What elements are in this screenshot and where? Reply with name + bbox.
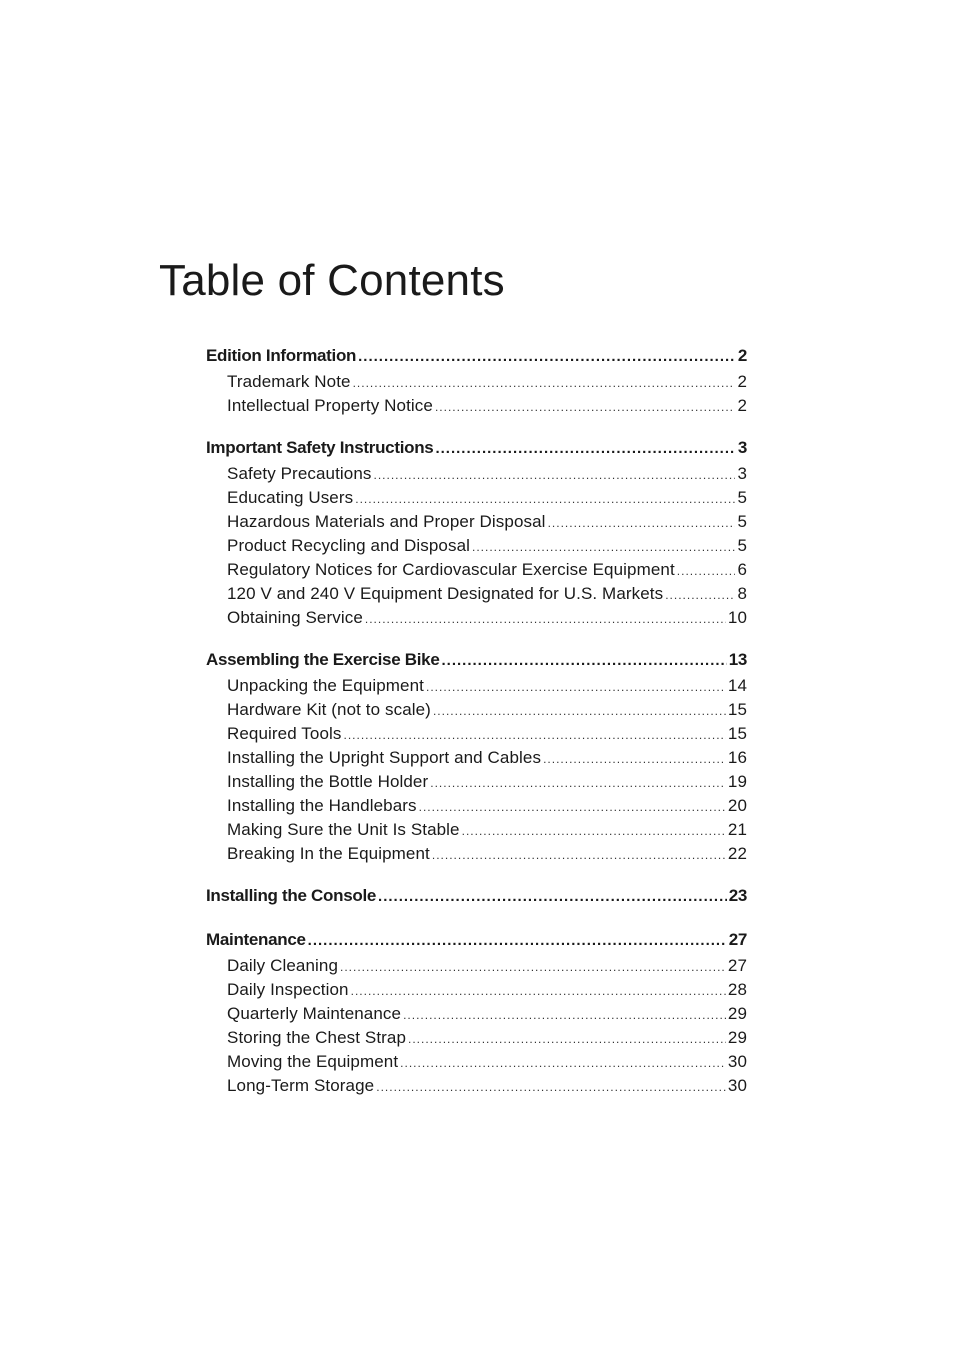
toc-sub-label: Safety Precautions [227,464,372,483]
toc-main-label: Important Safety Instructions [206,438,434,457]
toc-sub-label: Installing the Handlebars [227,796,417,815]
toc-sub-entry[interactable] [206,820,747,844]
toc-sub-entry[interactable] [206,372,747,396]
dot-leader [543,752,726,766]
toc-sub-entry[interactable] [206,1052,747,1076]
page-title: Table of Contents [159,256,505,305]
toc-sub-label: Installing the Bottle Holder [227,772,429,791]
dot-leader [435,440,735,457]
toc-main-label: Maintenance [206,930,306,949]
dot-leader [374,468,736,482]
toc-page-number: 20 [727,796,747,815]
dot-leader [400,1056,726,1070]
toc-sub-entry[interactable] [206,980,747,1004]
dot-leader [378,888,727,905]
toc-main-label: Assembling the Exercise Bike [206,650,440,669]
dot-leader [344,728,726,742]
toc-page-number: 29 [727,1004,747,1023]
toc-sub-label: Quarterly Maintenance [227,1004,402,1023]
dot-leader [665,588,735,602]
toc-page-number: 5 [737,488,747,507]
toc-sub-entry[interactable] [206,464,747,488]
toc-sub-label: Daily Cleaning [227,956,339,975]
dot-leader [376,1080,726,1094]
toc-sub-entry[interactable] [206,584,747,608]
dot-leader [308,932,727,949]
toc-sub-label: Hazardous Materials and Proper Disposal [227,512,546,531]
toc-sub-label: Moving the Equipment [227,1052,399,1071]
toc-page-number: 3 [737,464,747,483]
toc-page-number: 19 [727,772,747,791]
dot-leader [442,652,727,669]
toc-main-entry[interactable] [206,346,747,372]
toc-section-assembling-the-exercise-bike [206,650,747,868]
toc-sub-entry[interactable] [206,608,747,632]
dot-leader [435,400,735,414]
toc-sub-label: Intellectual Property Notice [227,396,433,415]
toc-sub-label: Long-Term Storage [227,1076,375,1095]
toc-sub-entry[interactable] [206,536,747,560]
toc-page-number: 22 [727,844,747,863]
dot-leader [351,984,726,998]
toc-sub-entry[interactable] [206,844,747,868]
toc-section-installing-the-console [206,886,747,912]
toc-page-number: 23 [728,886,747,905]
toc-page-number: 13 [728,650,747,669]
toc-sub-entry[interactable] [206,1028,747,1052]
toc-page-number: 6 [737,560,747,579]
dot-leader [358,348,736,365]
toc-sub-entry[interactable] [206,560,747,584]
dot-leader [433,704,726,718]
toc-page-number: 8 [737,584,747,603]
toc-sub-label: Installing the Upright Support and Cables [227,748,542,767]
toc-sub-entry[interactable] [206,488,747,512]
toc-page-number: 14 [727,676,747,695]
toc-page-number: 3 [737,438,747,457]
dot-leader [419,800,726,814]
dot-leader [426,680,726,694]
dot-leader [432,848,726,862]
toc-section-important-safety-instructions [206,438,747,632]
toc-sub-label: Obtaining Service [227,608,363,627]
dot-leader [548,516,736,530]
toc-sub-label: Making Sure the Unit Is Stable [227,820,460,839]
toc-sub-label: Regulatory Notices for Cardiovascular Exercise Equipment [227,560,675,579]
table-of-contents [206,346,747,1118]
toc-sub-label: Hardware Kit (not to scale) [227,700,431,719]
toc-sub-entry[interactable] [206,796,747,820]
toc-sub-entry[interactable] [206,1004,747,1028]
toc-sub-label: Trademark Note [227,372,351,391]
toc-sub-label: Unpacking the Equipment [227,676,424,695]
toc-sub-label: Storing the Chest Strap [227,1028,407,1047]
toc-page-number: 2 [737,372,747,391]
dot-leader [403,1008,726,1022]
toc-page-number: 2 [737,346,747,365]
dot-leader [353,376,736,390]
toc-page-number: 10 [727,608,747,627]
toc-main-entry[interactable] [206,886,747,912]
toc-page-number: 2 [737,396,747,415]
toc-sub-label: Required Tools [227,724,342,743]
toc-sub-entry[interactable] [206,956,747,980]
dot-leader [462,824,726,838]
toc-page-number: 27 [727,956,747,975]
toc-page-number: 15 [727,724,747,743]
toc-page-number: 27 [728,930,747,949]
toc-sub-entry[interactable] [206,700,747,724]
toc-page-number: 28 [727,980,747,999]
dot-leader [355,492,735,506]
toc-sub-entry[interactable] [206,676,747,700]
dot-leader [472,540,735,554]
toc-page-number: 15 [727,700,747,719]
toc-page-number: 16 [727,748,747,767]
toc-page-number: 5 [737,536,747,555]
toc-sub-entry[interactable] [206,772,747,796]
toc-sub-entry[interactable] [206,724,747,748]
toc-sub-entry[interactable] [206,1076,747,1100]
toc-page-number: 5 [737,512,747,531]
toc-main-label: Installing the Console [206,886,377,905]
toc-section-maintenance [206,930,747,1100]
toc-sub-label: Educating Users [227,488,354,507]
toc-sub-label: Product Recycling and Disposal [227,536,471,555]
toc-main-entry[interactable] [206,438,747,464]
dot-leader [677,564,736,578]
toc-sub-label: Breaking In the Equipment [227,844,430,863]
dot-leader [430,776,726,790]
toc-main-label: Edition Information [206,346,357,365]
toc-page-number: 30 [727,1052,747,1071]
toc-page-number: 21 [727,820,747,839]
toc-sub-entry[interactable] [206,396,747,420]
dot-leader [408,1032,726,1046]
toc-sub-label: Daily Inspection [227,980,349,999]
toc-sub-label: 120 V and 240 V Equipment Designated for U.S. Markets [227,584,664,603]
toc-page-number: 30 [727,1076,747,1095]
dot-leader [340,960,726,974]
toc-sub-entry[interactable] [206,748,747,772]
toc-section-edition-information [206,346,747,420]
toc-main-entry[interactable] [206,930,747,956]
dot-leader [365,612,726,626]
toc-sub-entry[interactable] [206,512,747,536]
toc-main-entry[interactable] [206,650,747,676]
toc-page-number: 29 [727,1028,747,1047]
